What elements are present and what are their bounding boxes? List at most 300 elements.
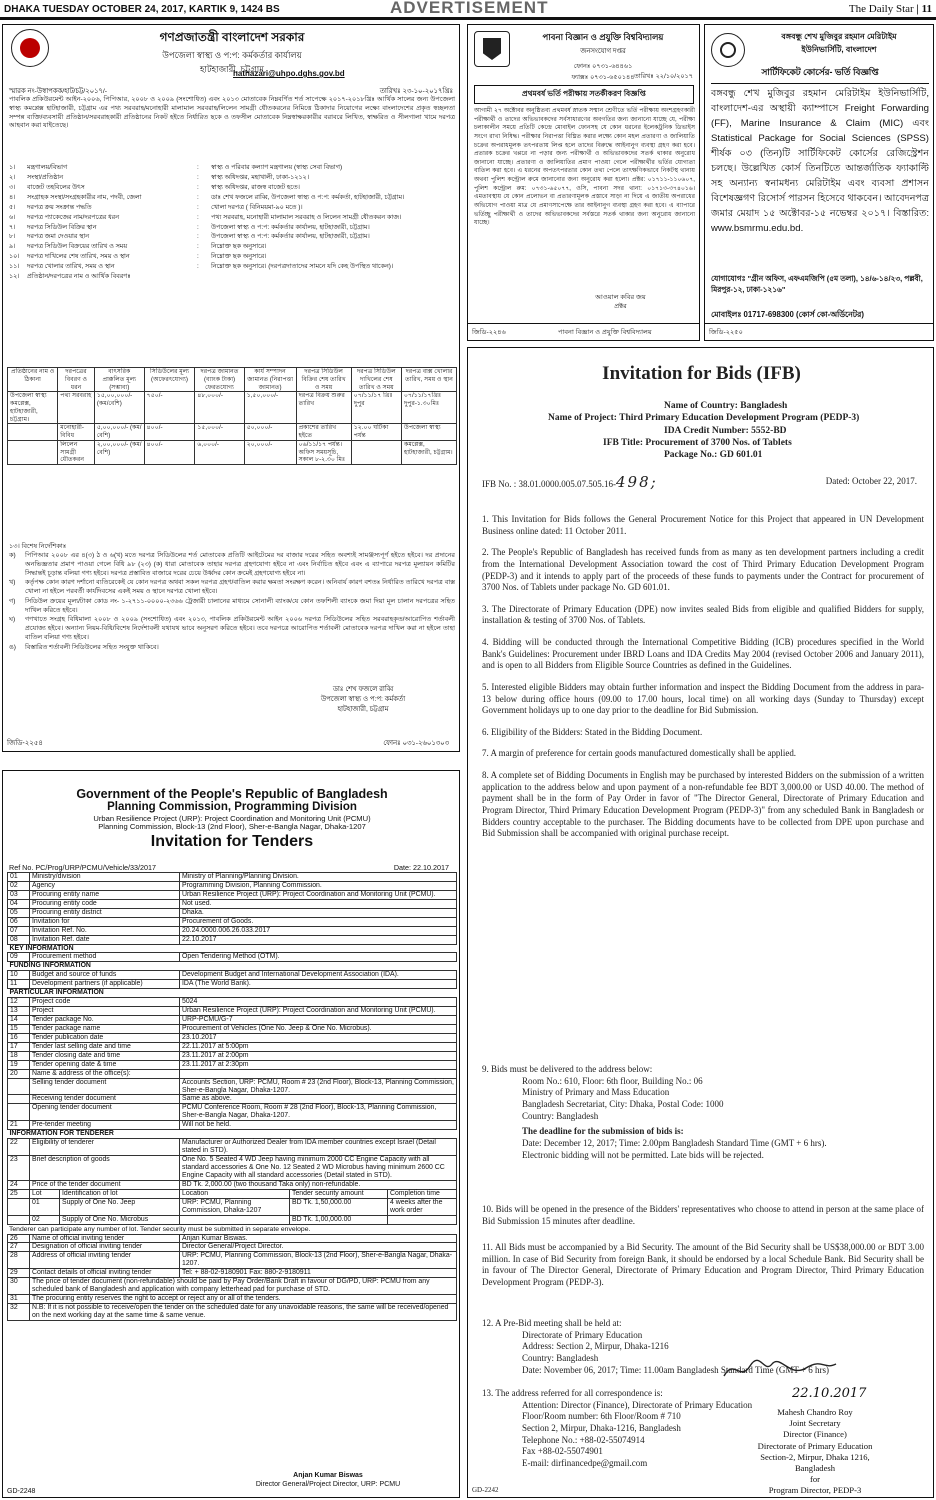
ad1-table-cell: উপজেলা স্বাস্থ্য কমপ্লেক্স, হাটহাজারী, চট্টগ্রাম।	[8, 392, 58, 424]
ad2-dept: জনসংযোগ দপ্তর	[580, 48, 626, 55]
ad4-signature-block	[203, 1471, 453, 1490]
ad2-date: তারিখঃ ২২/১০/২০১৭	[633, 73, 693, 80]
ad4-row-num: 26	[8, 1234, 30, 1243]
ad1-table-cell: দরপত্র বিক্রয় শুরুর তারিখ	[296, 392, 351, 424]
ad5-address-line: Address: Section 2, Mirpur, Dhaka-1216	[522, 1341, 669, 1352]
ad4-row-key: Tender package name	[30, 1024, 180, 1033]
ad1-table-cell: ১৫,০০,০০০/- (কম/বেশি)	[94, 392, 144, 424]
ad1-date: তারিখঃ ২৩-১০-২০১৭খ্রিঃ	[379, 88, 453, 95]
ad5-signer-line: Section-2, Mirpur, Dhaka 1216, Bangladesh	[760, 1451, 870, 1473]
ad5-para-12	[482, 1318, 924, 1376]
ad4-row-key: Project code	[30, 998, 180, 1007]
ad1-info-num: ৬।	[9, 213, 16, 221]
ad1-info-num: ৮।	[9, 233, 16, 241]
ad1-info-colon: :	[197, 213, 199, 221]
ad4-row-num: 19	[8, 1060, 30, 1069]
ad4-row-value: Open Tendering Method (OTM).	[180, 953, 457, 962]
ad1-info-num: ২।	[9, 173, 16, 181]
ad4-row-key: Name & address of the office(s):	[30, 1069, 180, 1078]
ad1-note-key: খ)	[9, 579, 16, 587]
ad5-paragraph: 1. This Invitation for Bids follows the General Procurement Notice for this Project that appeared in UN Development Business online dated: 11 October 2011.	[482, 514, 924, 536]
ad4-row-key: Budget and source of funds	[30, 971, 180, 980]
ad4-row-value: Accounts Section, URP: PCMU, Room # 23 (2nd Floor), Block-13, Planning Commission, Sher-e-Bangla Nagar, Dhaka-1207.	[180, 1078, 457, 1095]
ad4-row-value: Not used.	[180, 899, 457, 908]
ad1-info-colon: :	[197, 253, 199, 261]
ad4-row-num: 06	[8, 917, 30, 926]
ad1-signature-block	[273, 685, 453, 716]
ad4-row-num: 08	[8, 935, 30, 944]
ad1-table-cell: প্রকাশের তারিখ হইতে	[296, 424, 351, 441]
ad4-row-value	[180, 1069, 457, 1078]
ad1-table-cell: ৪০০/-	[144, 424, 195, 441]
ad4-table-row	[8, 971, 457, 980]
ad5-p9-deadline: The deadline for the submission of bids is:	[522, 1126, 684, 1137]
ad4-row-num	[8, 1104, 30, 1121]
ad4-row-key: Development partners (if applicable)	[30, 980, 180, 989]
ad4-table-row	[8, 1234, 457, 1243]
ad1-note-item	[9, 598, 455, 616]
ad4-table-row	[8, 881, 457, 890]
ad2-signer-title: প্রক্টর	[614, 303, 627, 311]
ad5-p13-intro: 13. The address referred for all correspondence is:	[482, 1388, 663, 1398]
upazila-health-tender-ad	[2, 24, 460, 752]
ad4-table-row	[8, 899, 457, 908]
ad2-fax: ফ্যাক্সঃ ০৭৩১-৬৫০১৪৪	[571, 74, 635, 81]
ad4-table-row	[8, 1016, 457, 1025]
ad4-lot-header-cell: Lot	[30, 1189, 60, 1198]
ad4-row-num: 05	[8, 908, 30, 917]
ad1-table-cell	[351, 440, 401, 464]
ad4-table-row	[8, 1252, 457, 1269]
ad5-signer-line: Program Director, PEDP-3	[768, 1485, 862, 1496]
ad1-signer-place: হাটহাজারী, চট্টগ্রাম	[337, 706, 389, 714]
ad1-note-key: ঘ)	[9, 616, 16, 624]
ad2-signer: আওয়াল কবির জয়	[595, 294, 646, 301]
ad4-row-num: 21	[8, 1121, 30, 1130]
ad4-lot-cell	[180, 1215, 290, 1224]
ad2-footer-university: পাবনা বিজ্ঞান ও প্রযুক্তি বিশ্ববিদ্যালয়	[558, 329, 652, 336]
ad4-row-num: 29	[8, 1269, 30, 1278]
ad4-row-text: The procuring entity reserves the right to accept or reject any or all of the tenders.	[30, 1295, 457, 1304]
ad4-row-key: Invitation Ref. date	[30, 935, 180, 944]
ad1-office: উপজেলা স্বাস্থ্য ও প:প: কর্মকর্তার কার্যালয়	[162, 50, 302, 60]
ad4-table-row	[8, 1095, 457, 1104]
ad4-lot-cell: Supply of One No. Jeep	[60, 1198, 180, 1215]
ad4-table-row	[8, 935, 457, 944]
ad4-row-value: BD Tk. 2,000.00 (two thousand Taka only) non-refundable.	[180, 1180, 457, 1189]
ad1-table-cell: ১,৫০,০০০/-	[244, 392, 296, 424]
ad5-signer-line: Joint Secretary	[789, 1418, 841, 1429]
ad4-lot-cell: Supply of One No. Microbus	[60, 1215, 180, 1224]
ad4-lot-cell: BD Tk. 1,00,000.00	[290, 1215, 388, 1224]
ad4-row-value: Urban Resilience Project (URP): Project Coordination and Monitoring Unit (PCMU).	[180, 1007, 457, 1016]
ad1-table-header-cell: দরপত্র সিডিউল দাখিলের শেষ তারিখ ও সময়	[351, 368, 401, 392]
ad1-info-row	[9, 193, 455, 203]
ad1-info-key: দরপত্র খোলার তারিখ, সময় ও স্থান	[27, 263, 115, 271]
ad4-row-value: One No. 5 Seated 4 WD Jeep having minimum 2000 CC Engine Capacity with all standard accessories & One No. 12 Seated 2 WD Microbus having minimum 2600 CC Engine Capacity with all standard accessories (Detail stated in STD).	[180, 1156, 457, 1181]
ad1-table-header-cell: কার্য সম্পাদন জামানত (নিরাপত্তা জামানত)	[244, 368, 296, 392]
pust-logo-icon	[474, 31, 510, 67]
ad1-note-text: কর্তৃপক্ষ কোন কারণ দর্শানো ব্যতিরেকেই যে কোন দরপত্র অথবা সকল দরপত্র গ্রহণ/বাতিল করার ক্ষমতা সংরক্ষণ করেন। অনিবার্য কারণ বশতঃ নির্ধারিত তারিখে দরপত্র বাক্স খোলা না হইলে পরবর্তী কার্যদিবসের একই সময় ও স্থানে দরপত্র খোলা হইবে।	[25, 579, 455, 596]
ad3-gd-code: জিডি-২২৫০	[709, 329, 743, 336]
ad4-row-key: Tender last selling date and time	[30, 1042, 180, 1051]
ad4-section-row	[8, 962, 457, 971]
ad4-table-row	[8, 1033, 457, 1042]
ad5-gd-code: GD-2242	[472, 1485, 499, 1494]
ad4-row-num: 30	[8, 1278, 30, 1295]
ad4-row-value: 5024	[180, 998, 457, 1007]
ad1-note-text: পিপিআর ২০০৮ এর ৪(৩) ঠ ও ৬(খ) মতে দরপত্র সিডিউলের শর্ত মোতাবেক প্রতিটি আইটেমের দর বাজার দরের সহিত অবশ্যই সামঞ্জস্যপূর্ণ হইতে হইবে। দর প্রদানের অনভিজ্ঞতার প্রমাণ পাওয়া গেলে বিধি ৯৮ (২৩) (ক) ধারা মোতাবেক তাহার দরপত্র গ্রহণযোগ্য হইবে না এবং নির্বাচিত হইবে এবং এ ব্যাপারে দরপত্র মূল্যায়ন কমিটির সিদ্ধান্তই চূড়ান্ত বলিয়া গণ্য হইবে। দরপত্র প্রস্তাবিত বাজারে দরের চেয়ে উর্ধ্বদর কোন ক্রমেই গ্রহণযোগ্য হইবে না।	[25, 552, 455, 577]
ad1-table-cell: ৬,০০০/-	[195, 440, 244, 464]
ad1-info-key: দরপত্র জমা দেওয়ার স্থান	[27, 233, 90, 241]
ad4-row-num: 31	[8, 1295, 30, 1304]
ad1-table-header-cell: সিডিউলের মূল্য (অফেরৎযোগ্য)	[144, 368, 195, 392]
ad1-info-value: স্বাস্থ্য অধিদপ্তর, রাজস্ব বাজেট হতে।	[211, 183, 300, 191]
ad1-info-value: খোলা দরপত্র ( বিনিময়মা-৯০ মতে )।	[211, 203, 303, 211]
ad5-address-line: Floor/Room number: 6th Floor/Room # 710	[522, 1411, 681, 1422]
ad4-row-num: 25	[8, 1189, 30, 1198]
ad1-info-value: স্বাস্থ্য ও পরিবার কল্যাণ মন্ত্রণালয় (স্বাস্থ্য সেবা বিভাগ)	[211, 164, 343, 171]
ad1-table-cell: ২,০০,০০০/- (কম/বেশি)	[94, 440, 144, 464]
ad3-divider	[705, 323, 934, 324]
ad4-table-row	[8, 890, 457, 899]
pabna-university-ad	[467, 24, 700, 341]
ad4-row-num: 24	[8, 1180, 30, 1189]
ad5-address-line: Section 2, Mirpur, Dhaka-1216, Bangladesh	[522, 1423, 681, 1434]
ad4-row-key: Address of official inviting tender	[30, 1252, 180, 1269]
ad4-row-value: Programming Division, Planning Commission.	[180, 881, 457, 890]
ad1-info-value: পথ্য সরবরাহ, মনোহারী মালামাল সরবরাহ ও লিলেন সামগ্রী ধৌতকরন কাজ।	[211, 213, 402, 221]
ad1-info-colon: :	[197, 164, 199, 171]
ad1-info-value: উপজেলা স্বাস্থ্য ও প:প: কর্মকর্তার কার্যালয়, হাটহাজারী, চট্টগ্রাম।	[211, 233, 370, 241]
ad1-phone: ফোনঃ ০৩১-২৬০১৩০৩	[383, 740, 449, 747]
ad1-info-row	[9, 213, 455, 223]
ad1-table-cell: ৪৮,০০০/-	[195, 392, 244, 424]
ad4-row-key: Project	[30, 1007, 180, 1016]
ad5-project: Name of Project: Third Primary Education Development Program (PEDP-3)	[548, 413, 860, 424]
ad1-note-key: গ)	[9, 597, 16, 605]
ad3-heading: সার্টিফিকেট কোর্সের- ভর্তি বিজ্ঞপ্তি	[711, 65, 929, 84]
ad4-lot-header-cell: Completion time	[388, 1189, 457, 1198]
ad5-address-line: Directorate of Primary Education	[522, 1329, 643, 1340]
ad1-table-cell: মনোহারী-বিবিধ	[58, 424, 95, 441]
ad1-notes-title: ১৩। বিশেষ নির্দেশিকাঃ	[9, 543, 67, 550]
ad4-row-key: Name of official inviting tender	[30, 1234, 180, 1243]
ad1-table-cell: ০৬/১১/১৭ পর্যন্ত। অফিস সময়সূচি, সকাল ৮-২.৩০ মিঃ	[296, 440, 351, 464]
ad1-info-colon: :	[197, 233, 199, 241]
ad1-info-num: ১২।	[9, 273, 20, 281]
ad1-info-num: ৯।	[9, 243, 16, 251]
ad4-row-num: 16	[8, 1033, 30, 1042]
ad1-table-header-cell: দরপত্র বাক্স খোলার তারিখ, সময় ও স্থান	[402, 368, 457, 392]
ad5-paragraphs	[482, 514, 924, 850]
ad3-university-line2: ইউনিভার্সিটি, বাংলাদেশ	[801, 45, 877, 54]
ad2-signature-block	[548, 293, 693, 311]
ad4-section-row	[8, 944, 457, 953]
ad4-lot-row	[8, 1215, 457, 1224]
ad1-info-row	[9, 262, 455, 272]
ad4-row-key: Agency	[30, 881, 180, 890]
ad1-table-cell: ৭৫০/-	[144, 392, 195, 424]
ad5-paragraph: 4. Bidding will be conducted through the International Competitive Bidding (ICB) procedures specified in the World Bank's Guidelines: Procurement under IBRD Loans and IDA Credits May 2004 (revised October 2006 and January 2011), and is open to all Bidders from Eligible Source Countries as defined in the Guidelines.	[482, 637, 924, 671]
ad1-info-row	[9, 272, 455, 282]
ad1-info-value: নিম্নোক্ত ছক অনুসারে।	[211, 243, 267, 251]
ad4-row-value: PCMU Conference Room, Room # 28 (2nd Floor), Block-13, Planning Commission, Sher-e-Bangla Nagar, Dhaka-1207.	[180, 1104, 457, 1121]
ad5-ifb-number	[482, 473, 658, 493]
ad5-p9-electronic: Electronic bidding will not be permitted. Late bids will be rejected.	[522, 1149, 764, 1160]
ad1-table-header-cell: দরপত্র সিডিউল বিক্রির শেষ তারিখ ও সময়	[296, 368, 351, 392]
ad4-table-row	[8, 873, 457, 882]
ad4-lot-cell: 02	[30, 1215, 60, 1224]
ad4-section-title: PARTICULAR INFORMATION	[9, 989, 104, 997]
ad1-info-colon: :	[197, 263, 199, 271]
ad1-info-num: ৪।	[9, 193, 16, 201]
ad4-row-value: Tel: + 88-02-9180901 Fax: 880-2-9180911	[180, 1269, 457, 1278]
ad1-note-key: ঙ)	[9, 643, 16, 651]
ad4-table-row	[8, 1051, 457, 1060]
ad4-row-value: Urban Resilience Project (URP): Project Coordination and Monitoring Unit (PCMU).	[180, 890, 457, 899]
ad1-info-row	[9, 232, 455, 242]
ad3-mobile: মোবাইলঃ 01717-698300 (কোর্স কো-অর্ডিনেটর)	[711, 310, 864, 319]
ad4-row-num	[8, 1078, 30, 1095]
ad1-info-key: সংগ্রাহক সংস্থা/সংগ্রহকারীর নাম, পদবী, জেলা	[27, 193, 142, 201]
ad4-row-value: Same as above.	[180, 1095, 457, 1104]
ad1-info-num: ১০।	[9, 253, 20, 261]
ad5-address-line: Date: November 06, 2017; Time: 11.00am Bangladesh Standard Time (GMT + 6 hrs)	[522, 1364, 830, 1375]
ad1-note-item	[9, 579, 455, 597]
ad1-table-row	[8, 440, 457, 464]
ad4-table-row	[8, 1278, 457, 1295]
ad1-info-colon: :	[197, 243, 199, 251]
ad5-credit: IDA Credit Number: 5552-BD	[664, 425, 787, 436]
ad4-row-num: 02	[8, 881, 30, 890]
ad1-info-key: প্রতিষ্ঠান/দরপত্রের নাম ও আর্থিক বিবরণঃ	[27, 273, 131, 281]
ad4-row-num: 32	[8, 1304, 30, 1321]
ad3-contact: যোগাযোগঃ "গ্রীন অফিস, এফএমজিপি (৫ম তলা), ১৪/৬-১৪/২৩, পল্লবী, মিরপুর-১২, ঢাকা-১২১৬"	[711, 274, 923, 294]
ad1-note-text: গণখাতে সংগ্রহ বিধিমালা ২০০৮ ও ২০০৯ (সংশোধিত) এবং ২০১৩, পাবলিক প্রকিউরমেন্ট আইন ২০০৬ দরপত্র সিডিউলের সহিত সরবরাহকৃত/আরোপিত শর্তাবলী প্রযোজ্য হইবে। অন্যান্য নিয়ম-বিধি/বিশেষ নির্দেশাবলী যথাযথ ভাবে অনুসরণ করিতে হইবে। তবে দরপত্রে আরোপিত শর্তাবলী মোতাবেক দরপত্র দাখিল করা না হইলে তাহা বাতিল বলিয়া গণ্য হইবে।	[25, 616, 455, 641]
ad4-row-num	[8, 1198, 30, 1215]
ad4-table-row	[8, 926, 457, 935]
ad1-email[interactable]: hathazari@uhpo.dghs.gov.bd	[233, 69, 345, 78]
ad1-note-item	[9, 552, 455, 578]
ad2-divider	[468, 323, 700, 324]
ad4-lot-note: Tenderer can participate any number of lot. Tender security must be submitted in separate envelope.	[9, 1225, 311, 1233]
ad4-lot-table	[7, 1189, 457, 1225]
ad4-signer: Anjan Kumar Biswas	[293, 1472, 363, 1479]
ad4-lot-cell: 01	[30, 1198, 60, 1215]
ad1-table-cell	[8, 424, 58, 441]
ad4-lot-cell: BD Tk. 1,50,000.00	[290, 1198, 388, 1215]
ad2-body: আগামী ২৭ অক্টোবর অনুষ্ঠিতব্য প্রথমবর্ষ স্নাতক সম্মান শ্রেণীতে ভর্তি পরীক্ষায় অংশগ্রহণকারী পরীক্ষার্থী ও তাদের অভিভাবকদের সর্বসাধারণের অবগতির জন্য জানানো যাচ্ছে যে, পরীক্ষা চলাকালীন সময়ে প্রতিটি কেন্দ্রে মোবাইল ফোনসহ যে কোন ধরনের ইলেকট্রনিক ডিভাইস সংগে রাখা নিষিদ্ধ। পরীক্ষার নিরাপত্তা বিঘ্নিত করার লক্ষ্যে কোন মহল প্রতারণা ও জালিয়াতি চক্রের অপরাধমূলক তৎপরতায় লিপ্ত হলে তাদের বিরুদ্ধে আইনানুগ ব্যবস্থা গ্রহণ করা হবে। প্রতারক চক্রের খপ্পরে না পড়ার জন্য পরীক্ষার্থী ও অভিভাবকদের সতর্ক থাকার অনুরোধ জানানো যাচ্ছে। প্রতারণা ও জালিয়াতির প্রমাণ পাওয়া গেলে পরীক্ষার্থীর ভর্তির যোগ্যতা বাতিল করা হবে। এ ধরনের অপতৎপরতার কোন তথ্য পেলে তাৎক্ষণিকভাবে নিকটস্থ থানায় অথবা পুলিশ কন্ট্রোল রুমে জানানোর জন্য অনুরোধ করা হলো। প্রক্টর: ০১৭১১-১১০৬০৭, পুলিশ কন্ট্রোল রুম: ০৭৩১-৬৫০৭৭, ওসি, পাবনা সদর থানা: ০১৭১৩-৩৭৪০১৬। এমতাবস্থায় যে কোন প্রলোভন বা প্রতারণামূলক প্রস্তাবে সাড়া না দিয়ে এ জাতীয় অপরাধের অভিযোগ পাওয়া মাত্র যে প্রমাণসাপেক্ষে তার আইনানুগ ব্যবস্থা গ্রহণ করা হবে। এ ব্যাপারে ভর্তিচ্ছু পরীক্ষার্থী ও তাদের অভিভাবকদের সর্বস্তরে সতর্ক থাকার জন্য অনুরোধ জানানো যাচ্ছে।	[474, 107, 695, 227]
ad5-paragraph: 6. Eligibility of the Bidders: Stated in the Bidding Document.	[482, 726, 703, 737]
ad1-table-cell: ১২.০০ ঘটিকা পর্যন্ত	[351, 424, 401, 441]
ad4-row-key: Receiving tender document	[30, 1095, 180, 1104]
ad1-info-key: দরপত্র সিডিউল বিক্রির স্থান	[27, 223, 97, 231]
ad4-row-key: Procurement method	[30, 953, 180, 962]
ad4-row-key: Selling tender document	[30, 1078, 180, 1095]
ad1-note-item	[9, 616, 455, 642]
ad5-address-line: Country: Bangladesh	[522, 1353, 599, 1364]
ad1-info-colon: :	[197, 223, 199, 231]
ad1-info-key: দরপত্র প্যাকেজের নাম/দরপত্রের ধরন	[27, 213, 120, 221]
ad4-row-key: Ministry/division	[30, 873, 180, 882]
ad1-info-key: সংস্থা/প্রতিষ্ঠান	[27, 173, 64, 181]
ad2-heading: প্রথমবর্ষ ভর্তি পরীক্ষায় সতর্কীকরণ বিজ্ঞপ্তি	[474, 85, 694, 104]
ad5-address-line: Fax +88-02-55074901	[522, 1446, 603, 1457]
ad4-row-value: Ministry of Planning/Planning Division.	[180, 873, 457, 882]
ad4-row-key: Brief description of goods	[30, 1156, 180, 1181]
ifb-pedp3-ad	[467, 347, 934, 1498]
ad4-row-num: 03	[8, 890, 30, 899]
ad5-signer: Mahesh Chandro Roy	[777, 1407, 853, 1417]
ad4-table-row	[8, 1024, 457, 1033]
ad5-signer-line: Director (Finance)	[783, 1429, 847, 1440]
ad1-gd-code: জিডি-২২৫৪	[7, 740, 43, 747]
ad5-address-line: Telephone No.: +88-02-55074914	[522, 1434, 645, 1445]
bsmrmu-logo-icon	[711, 33, 745, 67]
ad4-table-row	[8, 917, 457, 926]
ad1-table-header-cell: প্রতিষ্ঠানের নাম ও ঠিকানা	[8, 368, 58, 392]
ad4-row-key: Invitation Ref. No.	[30, 926, 180, 935]
ad5-country: Name of Country: Bangladesh	[664, 401, 788, 411]
ad4-table-row	[8, 998, 457, 1007]
ad1-table-cell: পথ্য সরবরাহ	[58, 392, 95, 424]
ad2-phone: ফোনঃ ০৭৩১-৬৪৪৬১	[573, 63, 633, 70]
ad4-lot-cell: URP: PCMU, Planning Commission, Dhaka-1207	[180, 1198, 290, 1215]
ad1-note-text: বিস্তারিত শর্তাবলী সিডিউলের সহিত সংযুক্ত থাকিবে।	[25, 643, 159, 651]
ad4-row-value: Manufacturer or Authorized Dealer from IDA member countries except Israel (Detail stated in STD).	[180, 1139, 457, 1156]
ad4-row-value: 20.24.0000.006.26.033.2017	[180, 926, 457, 935]
ad1-info-num: ১।	[9, 164, 16, 171]
ad4-row-num: 11	[8, 980, 30, 989]
ad4-row-key: Opening tender document	[30, 1104, 180, 1121]
ad4-lot-header-cell: Identification of lot	[60, 1189, 180, 1198]
ad5-ifb-handwritten: 498;	[616, 473, 658, 491]
ad4-row-num: 17	[8, 1042, 30, 1051]
ad4-row-num: 28	[8, 1252, 30, 1269]
ad4-row-text: The price of tender document (non-refundable) should be paid by Pay Order/Bank Draft in favour of DG/PD, URP: PCMU from any scheduled bank of Bangladesh and application with company letterhead pad for purchase of STD.	[30, 1278, 457, 1295]
ad4-row-value: URP: PCMU, Planning Commission, Block-13 (2nd Floor), Sher-e-Bangla Nagar, Dhaka-1207.	[180, 1252, 457, 1269]
ad1-info-key: বাজেট তহবিলের উৎস	[27, 183, 85, 191]
ad1-place: হাটহাজারী, চট্টগ্রাম	[200, 64, 264, 74]
ad4-ref: Ref No. PC/Prog/URP/PCMU/Vehicle/33/2017	[9, 863, 157, 872]
ad5-para-10: 10. Bids will be opened in the presence of the Bidders' representatives who choose to attend in person at the same place of Bid Submission 15 minutes after deadline.	[482, 1204, 924, 1226]
ad4-table-row	[8, 1042, 457, 1051]
ad4-section-title: KEY INFORMATION	[9, 944, 74, 952]
ad4-row-num: 07	[8, 926, 30, 935]
ad5-address-line: Country: Bangladesh	[522, 1110, 599, 1121]
ad4-row-value: Director General/Project Director.	[180, 1243, 457, 1252]
ad4-section-title: FUNDING INFORMATION	[9, 962, 91, 970]
ad1-notes	[9, 552, 455, 653]
ad4-row-key: Eligibility of tenderer	[30, 1139, 180, 1156]
ad4-gd-code: GD-2248	[7, 1488, 36, 1495]
ad5-p9-date: Date: December 12, 2017; Time: 2.00pm Bangladesh Standard Time (GMT + 6 hrs).	[522, 1138, 827, 1149]
ad1-note-key: ক)	[9, 552, 16, 559]
ad4-row-key: Tender package No.	[30, 1016, 180, 1025]
ad4-lot-cell: 4 weeks after the work order	[388, 1198, 457, 1215]
ad4-row-key: Procuring entity code	[30, 899, 180, 908]
ad4-row-num: 04	[8, 899, 30, 908]
ad1-table-cell: ০৭/১১/১৭খ্রিঃ দুপুর-১.৩০মিঃ	[402, 392, 457, 424]
ad1-signer: ডাঃ শেখ ফজলে রাব্বি	[332, 686, 394, 693]
ad4-row-value: Dhaka.	[180, 908, 457, 917]
ad4-signer-title: Director General/Project Director, URP: PCMU	[255, 1481, 401, 1489]
ad1-table-cell: ০৭/১১/১৭ খ্রিঃ দুপুর	[351, 392, 401, 424]
ad4-table-row	[8, 1269, 457, 1278]
ad5-heading: Invitation for Bids (IFB)	[602, 363, 801, 384]
ad1-info-key: মন্ত্রণালয়/বিভাগ	[27, 164, 68, 171]
ad1-info-colon: :	[197, 183, 199, 191]
ad4-row-num: 13	[8, 1007, 30, 1016]
ad1-table-cell: ৪০০/-	[144, 440, 195, 464]
ad5-dated: Dated: October 22, 2017.	[825, 476, 917, 486]
ad4-row-value: Will not be held.	[180, 1121, 457, 1130]
ad5-paragraph: 5. Interested eligible Bidders may obtain further information and inspect the Bidding Document from the address in para-13 below during office hours (09.00 to 17.00 hours, local time) on all working days (Sunday to Thursday) except Government holidays up to one day prior to the deadline for Bid Submission.	[482, 681, 924, 716]
handwritten-signature-icon	[720, 1352, 840, 1386]
ad4-row-key: Procuring entity name	[30, 890, 180, 899]
ad4-row-key: Invitation for	[30, 917, 180, 926]
ad5-p9-intro: 9. Bids must be delivered to the address below:	[482, 1064, 653, 1074]
ad1-table-cell	[8, 440, 58, 464]
ad5-ifb-no: IFB No. : 38.01.0000.005.07.505.16-	[482, 479, 617, 489]
ad2-gd-code: জিডি-২২৪৬	[472, 329, 506, 336]
masthead-date: DHAKA TUESDAY OCTOBER 24, 2017, KARTIK 9, 1424 BS	[4, 4, 280, 15]
ad5-package: Package No.: GD 601.01	[664, 450, 763, 461]
ad4-table-row	[8, 953, 457, 962]
ad4-row-num: 23	[8, 1156, 30, 1181]
ad1-table-cell: লিলেন সামগ্রী ধৌতকরন	[58, 440, 95, 464]
ad4-sub2: Planning Commission, Block-13 (2nd Floor), Sher-e-Bangla Nagar, Dhaka-1207	[98, 822, 366, 832]
ad5-para-9	[482, 1064, 924, 1162]
ad4-table-row	[8, 908, 457, 917]
ad4-row-num	[8, 1095, 30, 1104]
ad4-table-row	[8, 1060, 457, 1069]
ad4-row-key: Designation of official inviting tender	[30, 1243, 180, 1252]
ad4-lot-header-cell: Location	[180, 1189, 290, 1198]
ad1-info-value: নিম্নোক্ত ছক অনুসারে।	[211, 253, 267, 261]
ad1-title: গণপ্রজাতন্ত্রী বাংলাদেশ সরকার	[159, 30, 305, 44]
ad1-table-header	[8, 368, 457, 392]
ad4-lot-row	[8, 1198, 457, 1215]
ad1-table-cell: ২০,০০০/-	[244, 440, 296, 464]
ad1-signer-title: উপজেলা স্বাস্থ্য ও প:প: কর্মকর্তা	[320, 696, 406, 704]
ad4-table-row	[8, 1104, 457, 1121]
masthead	[0, 0, 936, 20]
ad4-row-num	[8, 1215, 30, 1224]
ad3-university-line1: বঙ্গবন্ধু শেখ মুজিবুর রহমান মেরিটাইম	[781, 32, 897, 41]
ad1-info-num: ১১।	[9, 263, 20, 271]
ad4-row-num: 18	[8, 1051, 30, 1060]
ad4-row-value: 23.11.2017 at 2:30pm	[180, 1060, 457, 1069]
ad4-section-title: INFORMATION FOR TENDERER	[9, 1130, 114, 1138]
ad4-row-value: URP-PCMU/G-7	[180, 1016, 457, 1025]
ad5-project-info	[468, 400, 934, 462]
ad4-heading: Invitation for Tenders	[150, 833, 314, 851]
page-info	[849, 3, 932, 15]
ad5-address-line[interactable]: E-mail: dirfinancedpe@gmail.com	[522, 1458, 648, 1469]
ad5-signer-line: Directorate of Primary Education	[757, 1440, 873, 1451]
ad1-info-colon: :	[197, 203, 199, 211]
ad1-table-header-cell: দরপত্রের বিবরণ ও ধরন	[58, 368, 95, 392]
ad1-info-row	[9, 183, 455, 193]
ad1-info-row	[9, 203, 455, 213]
ad1-tender-table	[7, 367, 457, 465]
paper-name: The Daily Star	[848, 3, 914, 15]
ad4-row-key: Contact details of official inviting tender	[30, 1269, 180, 1278]
ad1-info-row	[9, 252, 455, 262]
ad4-row-num: 10	[8, 971, 30, 980]
